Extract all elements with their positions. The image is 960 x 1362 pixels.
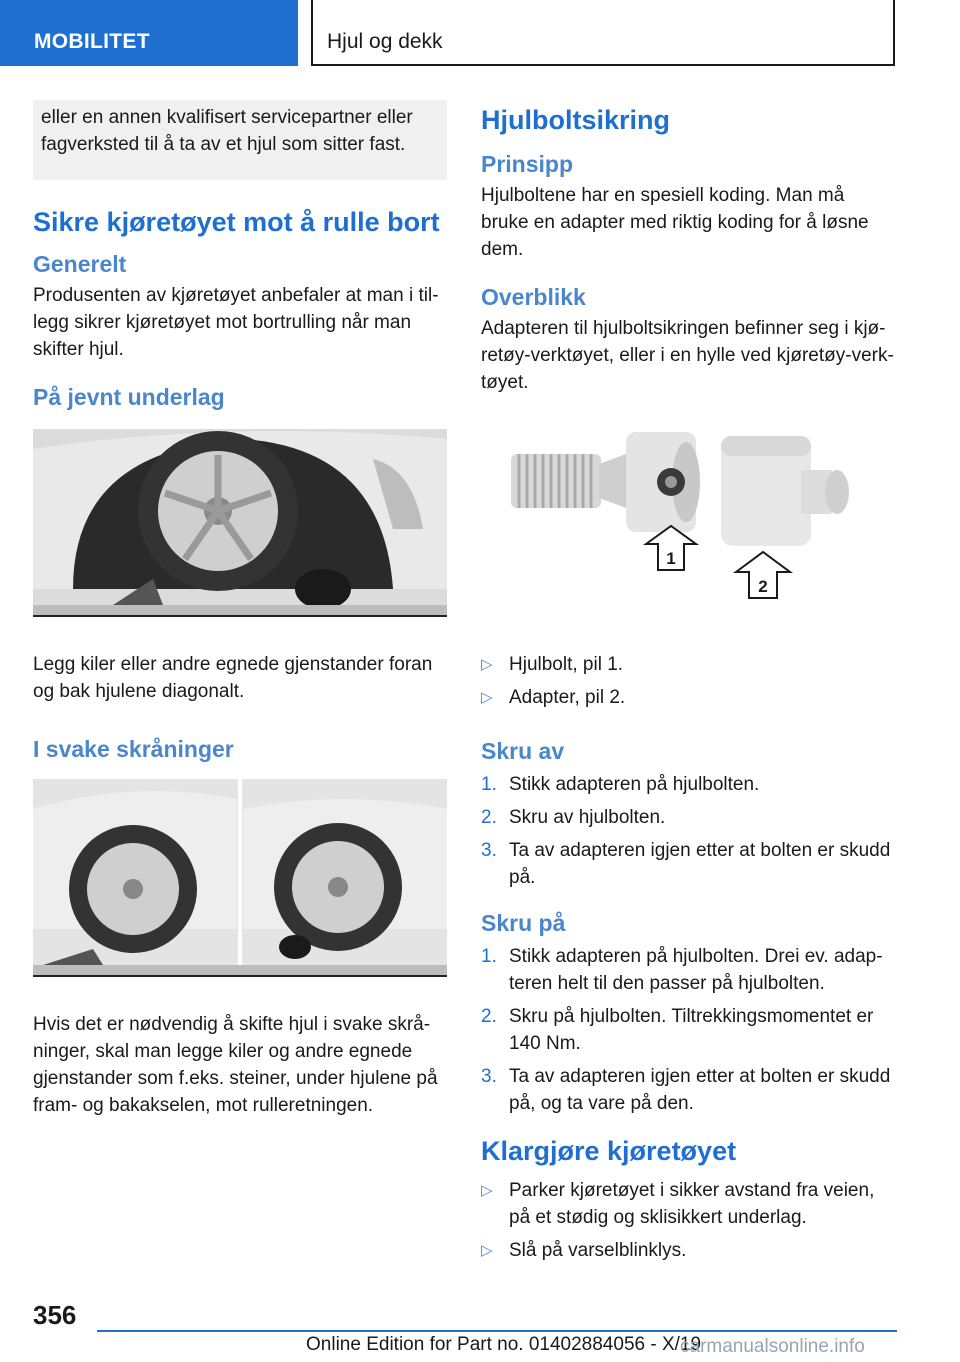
list-item: 2. Skru på hjulbolten. Tiltrekkingsmomentet er 140 Nm.: [481, 1006, 874, 1054]
list-item: ▷ Hjulbolt, pil 1.: [481, 651, 896, 678]
list-item: 3. Ta av adapteren igjen etter at bolten er skudd på.: [481, 840, 891, 888]
paragraph-prinsipp: Hjulboltene har en spesiell koding. Man må bruke en adapter med riktig koding for å løsne dem.: [481, 185, 869, 260]
list-item: 3. Ta av adapteren igjen etter at bolten er skudd på, og ta vare på den.: [481, 1066, 891, 1114]
chapter-title: Hjul og dekk: [311, 0, 895, 66]
list-item: ▷ Adapter, pil 2.: [481, 684, 896, 711]
paragraph-jevnt: Legg kiler eller andre egnede gjenstander foran og bak hjulene diagonalt.: [33, 654, 433, 702]
list-item: 1. Stikk adapteren på hjulbolten. Drei ev. adap-teren helt til den passer på hjulbolten.: [481, 946, 883, 994]
bolt-adapter-illustration: [481, 414, 896, 620]
heading-overblikk: Overblikk: [481, 284, 586, 310]
callout-label-1: 1: [666, 549, 676, 568]
heading-jevnt-underlag: På jevnt underlag: [33, 384, 225, 410]
heading-generelt: Generelt: [33, 251, 127, 277]
heading-prinsipp: Prinsipp: [481, 151, 574, 177]
bullet-marker: ▷: [481, 689, 493, 706]
page-number: 356: [33, 1300, 77, 1330]
note-text: eller en annen kvalifisert servicepartner eller fagverksted til å ta av et hjul som sitter fast.: [41, 107, 413, 155]
heading-svake-skraninger: I svake skråninger: [33, 736, 234, 762]
bullet-marker: ▷: [481, 1182, 493, 1199]
watermark: carmanualsonline.info: [680, 1336, 865, 1357]
right-column: [481, 100, 896, 1270]
paragraph-generelt: Produsenten av kjøretøyet anbefaler at man i til-legg sikrer kjøretøyet mot bortrulling når man skifter hjul.: [33, 285, 439, 360]
bullet-marker: ▷: [481, 656, 493, 673]
callout-arrow-1: [646, 526, 696, 570]
heading-klargjore: Klargjøre kjøretøyet: [481, 1136, 737, 1166]
skru-pa-steps: [481, 943, 896, 1117]
heading-skru-pa: Skru på: [481, 910, 566, 936]
figure-slope: [33, 779, 447, 977]
section-tab: MOBILITET: [0, 0, 298, 66]
heading-skru-av: Skru av: [481, 738, 565, 764]
bullet-marker: ▷: [481, 1242, 493, 1259]
callout-label-2: 2: [758, 577, 768, 596]
list-item: 1. Stikk adapteren på hjulbolten.: [481, 774, 760, 795]
list-item: ▷ Slå på varselblinklys.: [481, 1237, 896, 1264]
heading-secure-vehicle: Sikre kjøretøyet mot å rulle bort: [33, 207, 440, 237]
paragraph-overblikk: Adapteren til hjulboltsikringen befinner seg i kjø-retøy-verktøyet, eller i en hylle ved kjøretøy-verk-tøyet.: [481, 318, 894, 393]
slope-chock-illustration: [33, 779, 447, 975]
paragraph-svake: Hvis det er nødvendig å skifte hjul i svake skrå-ninger, skal man legge kiler og andre egnede gjenstander som f.eks. steiner, under hjulene på fram- og bakakselen, mot rulleretningen.: [33, 1014, 438, 1116]
list-item: ▷ Parker kjøretøyet i sikker avstand fra veien, på et stødig og sklisikkert underlag.: [481, 1177, 896, 1231]
skru-av-steps: [481, 771, 896, 891]
list-item: 2. Skru av hjulbolten.: [481, 807, 666, 828]
footer-rule: [97, 1330, 897, 1332]
left-column: [33, 100, 447, 1119]
figure-bolt-adapter: [481, 414, 896, 625]
heading-hjulboltsikring: Hjulboltsikring: [481, 105, 670, 135]
wheel-chock-illustration: [33, 429, 447, 615]
klargjore-list: [481, 1177, 896, 1264]
figure-flat-ground: [33, 429, 447, 617]
footer-edition: Online Edition for Part no. 01402884056 - X/19: [306, 1334, 702, 1355]
callout-arrow-2: [736, 552, 790, 598]
note-box: [33, 100, 447, 180]
overview-list: [481, 651, 896, 711]
